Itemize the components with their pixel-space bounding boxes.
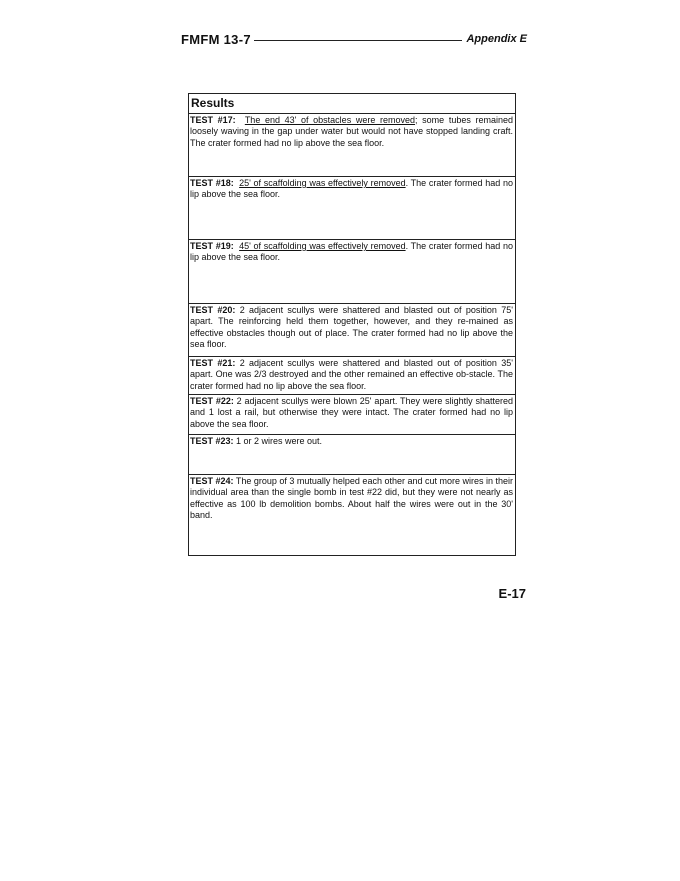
test-label: TEST #21: xyxy=(190,358,236,368)
result-text: 1 or 2 wires were out. xyxy=(233,436,323,446)
test-label: TEST #24: xyxy=(190,476,234,486)
page-number: E-17 xyxy=(498,586,526,601)
document-id: FMFM 13-7 xyxy=(181,31,251,47)
result-row-test-18 xyxy=(189,177,515,240)
result-row-test-21 xyxy=(189,357,515,395)
appendix-label: Appendix E xyxy=(466,33,527,45)
result-text: . The crater formed had no lip above the sea floor. xyxy=(190,178,513,200)
result-row-test-19 xyxy=(189,240,515,304)
result-row-test-22 xyxy=(189,395,515,435)
result-row-test-20 xyxy=(189,304,515,357)
result-row-test-17 xyxy=(189,114,515,177)
result-text: 2 adjacent scullys were blown 25' apart. They were slightly shattered and 1 lost a rail, but otherwise they were intact. The crater formed had no lip above the sea floor. xyxy=(190,396,514,429)
test-label: TEST #23: xyxy=(190,436,234,446)
test-label: TEST #20: xyxy=(190,305,236,315)
result-row-test-24 xyxy=(189,475,515,555)
test-label: TEST #17: xyxy=(190,115,236,125)
results-heading: Results xyxy=(189,94,515,114)
result-text: 2 adjacent scullys were shattered and blasted out of position 35' apart. One was 2/3 destroyed and the other remained an effective ob-stacle. The crater formed had no lip above the sea floor. xyxy=(190,358,513,391)
result-text: . The crater formed had no lip above the sea floor. xyxy=(190,241,513,263)
test-label: TEST #18: xyxy=(190,178,234,188)
result-text: The group of 3 mutually helped each other and cut more wires in their individual area than the single bomb in test #22 did, but they were not nearly as effective as 100 lb demolition bombs. About half the wires were out in the 30' band. xyxy=(190,476,514,521)
test-label: TEST #19: xyxy=(190,241,234,251)
header-rule xyxy=(254,40,463,41)
result-highlight: 45' of scaffolding was effectively removed xyxy=(239,241,406,251)
page-header xyxy=(181,31,527,47)
result-text: ; some tubes remained loosely waving in the gap under water but would not have stopped landing craft. The crater formed had no lip above the sea floor. xyxy=(190,115,514,148)
result-highlight: The end 43' of obstacles were removed xyxy=(244,115,416,125)
results-table xyxy=(188,93,516,556)
result-text: 2 adjacent scullys were shattered and blasted out of position 75' apart. The reinforcing held them together, however, and they re-mained as effective obstacles though out of place. The crater formed had no lip above the sea floor. xyxy=(190,305,513,350)
result-highlight: 25' of scaffolding was effectively removed xyxy=(239,178,406,188)
result-row-test-23 xyxy=(189,435,515,475)
test-label: TEST #22: xyxy=(190,396,234,406)
